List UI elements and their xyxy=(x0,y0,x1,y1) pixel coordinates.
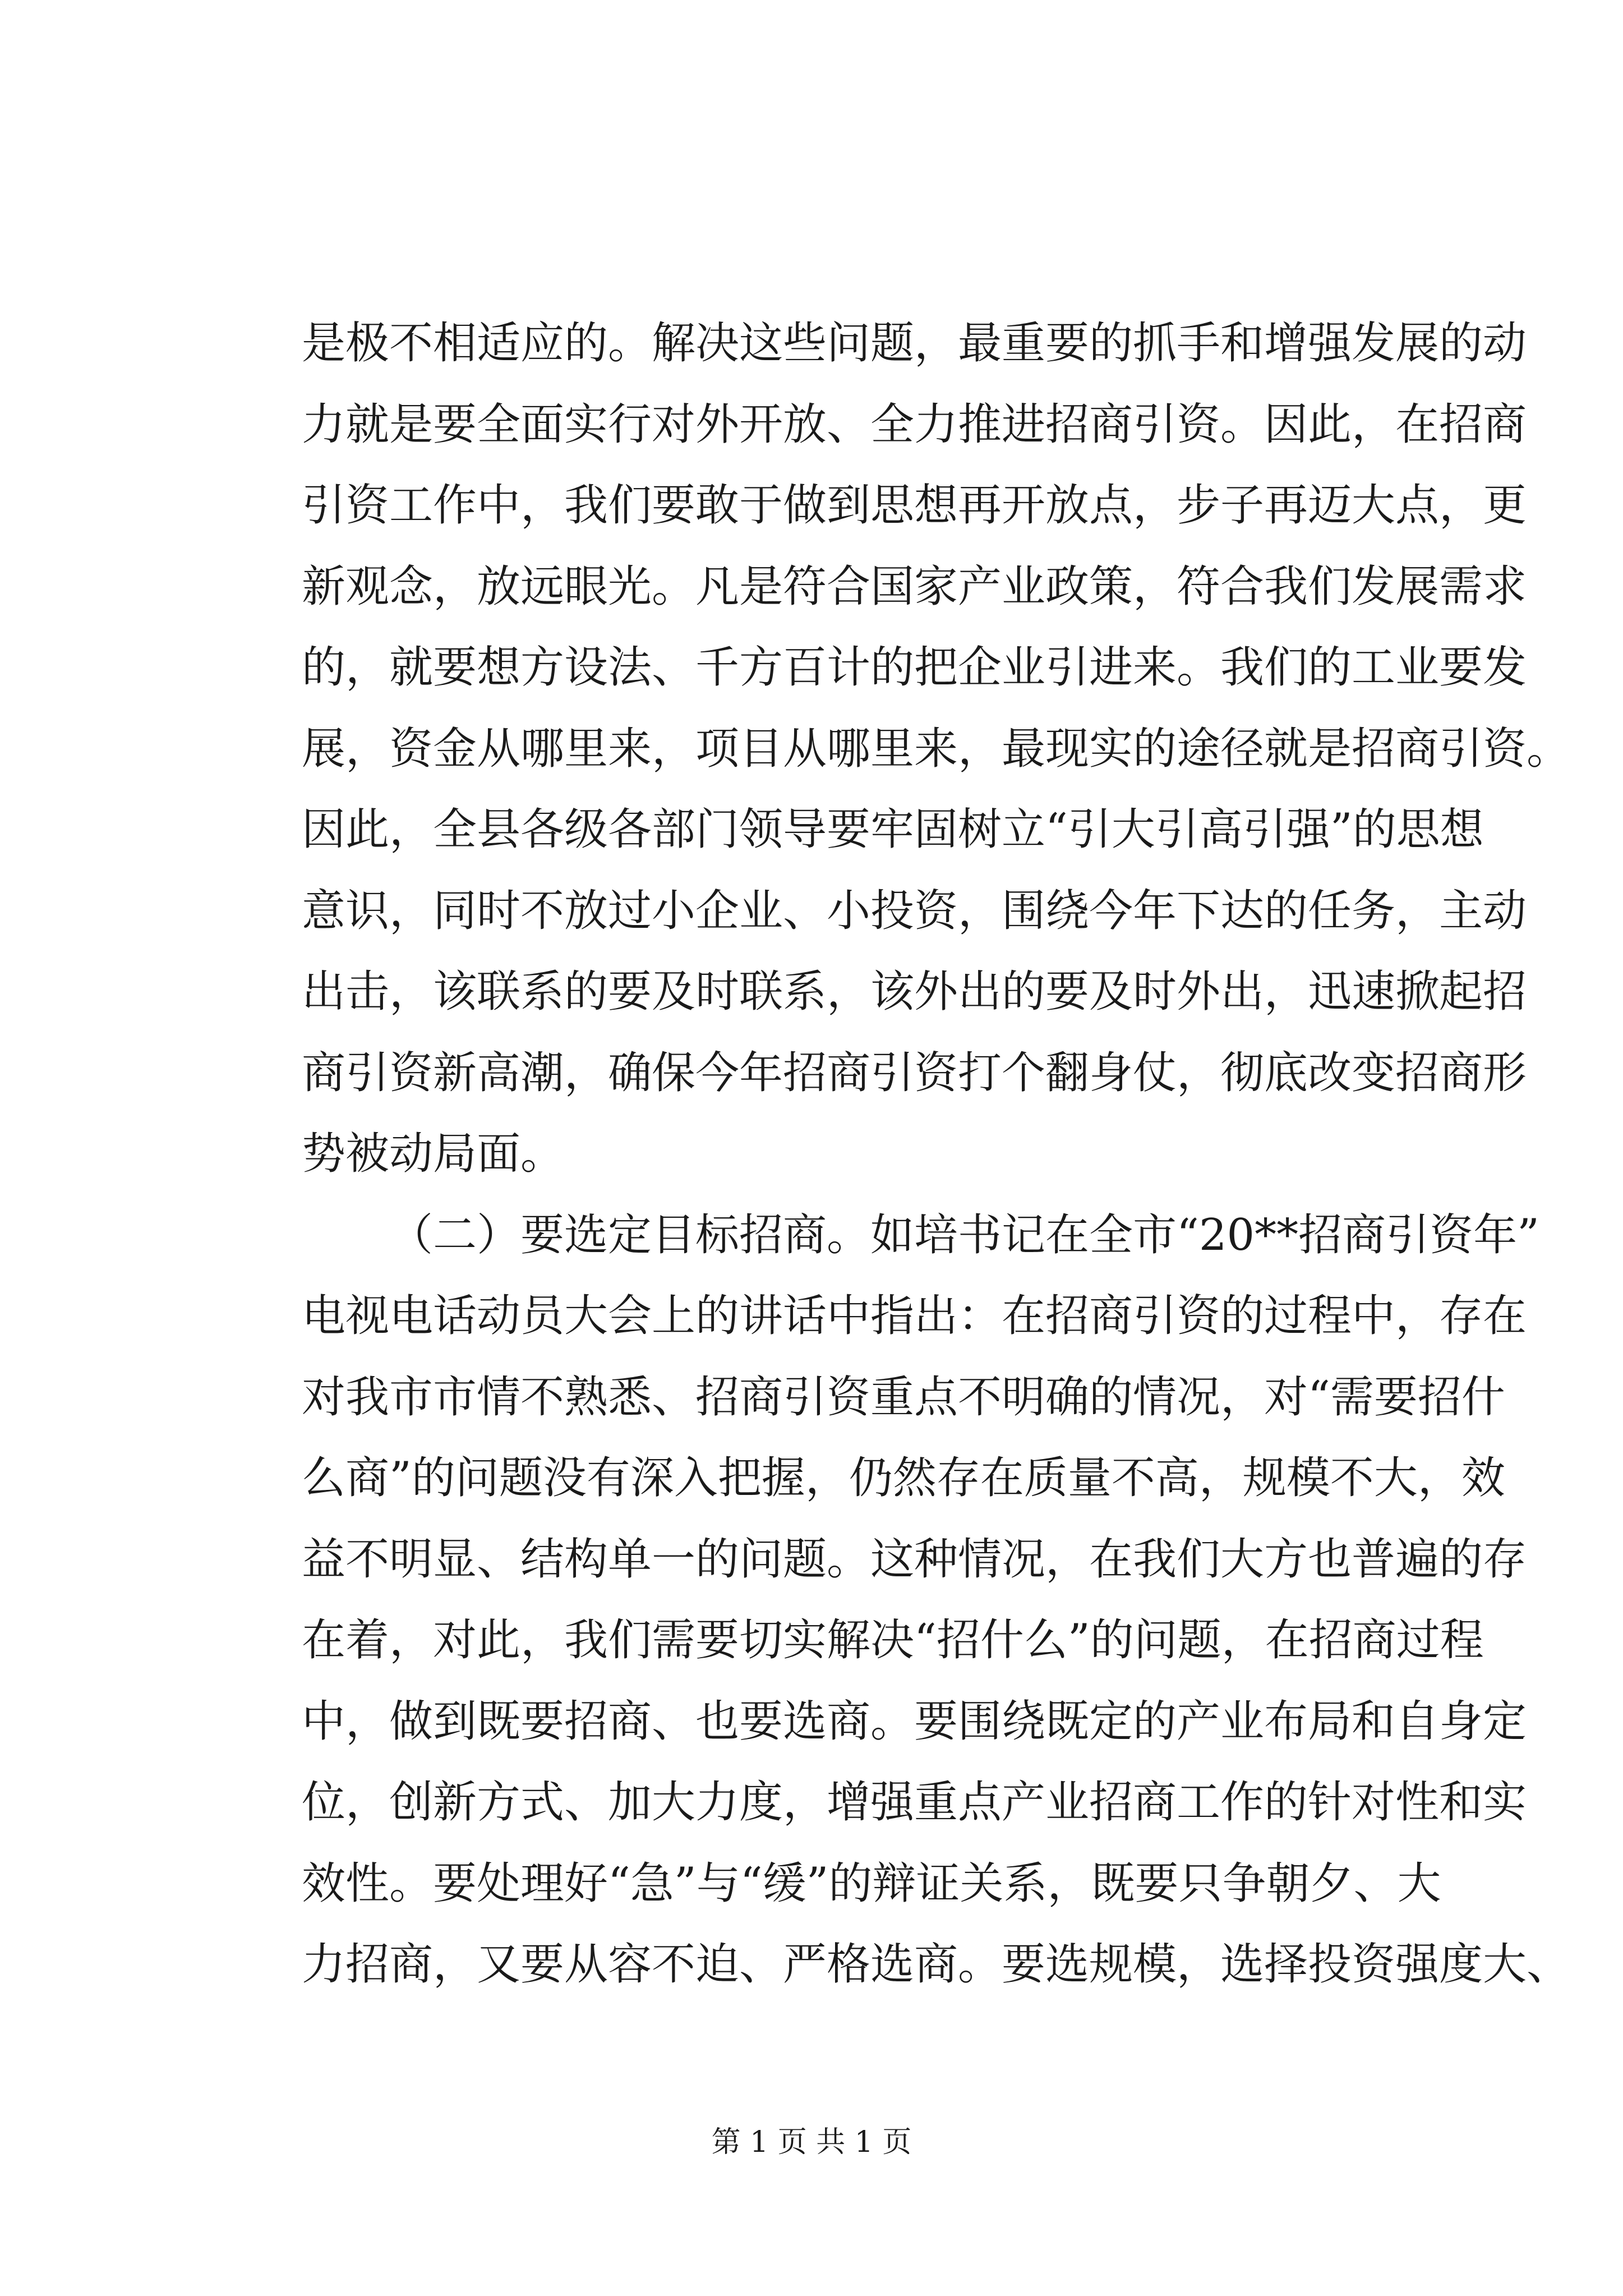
text-line: 效性。要处理好“急”与“缓”的辩证关系，既要只争朝夕、大 xyxy=(302,1858,1441,1909)
text-line: 因此，全县各级各部门领导要牢固树立“引大引高引强”的思想 xyxy=(302,804,1484,855)
text-line: 对我市市情不熟悉、招商引资重点不明确的情况，对“需要招什 xyxy=(302,1372,1505,1423)
text-line: 引资工作中，我们要敢于做到思想再开放点，步子再迈大点，更 xyxy=(302,480,1527,531)
text-line: 么商”的问题没有深入把握，仍然存在质量不高，规模不大，效 xyxy=(302,1453,1505,1503)
text-line: 中，做到既要招商、也要选商。要围绕既定的产业布局和自身定 xyxy=(302,1696,1527,1747)
text-line: 力招商，又要从容不迫、严格选商。要选规模，选择投资强度大、 xyxy=(302,1939,1571,1990)
text-line: 位，创新方式、加大力度，增强重点产业招商工作的针对性和实 xyxy=(302,1777,1527,1828)
body-text xyxy=(302,303,1571,2005)
section-heading-line: （二）要选定目标招商。如培书记在全市“20**招商引资年” xyxy=(389,1209,1540,1260)
text-line: 电视电话动员大会上的讲话中指出：在招商引资的过程中，存在 xyxy=(302,1291,1527,1341)
text-line: 出击，该联系的要及时联系，该外出的要及时外出，迅速掀起招 xyxy=(302,967,1527,1017)
paragraph-end-line: 势被动局面。 xyxy=(302,1129,565,1179)
text-line: 在着，对此，我们需要切实解决“招什么”的问题，在招商过程 xyxy=(302,1615,1484,1665)
text-line: 力就是要全面实行对外开放、全力推进招商引资。因此，在招商 xyxy=(302,399,1527,450)
text-line: 展，资金从哪里来，项目从哪里来，最现实的途径就是招商引资。 xyxy=(302,723,1571,774)
text-line: 的，就要想方设法、千方百计的把企业引进来。我们的工业要发 xyxy=(302,642,1527,693)
text-line: 商引资新高潮，确保今年招商引资打个翻身仗，彻底改变招商形 xyxy=(302,1047,1527,1098)
text-line: 新观念，放远眼光。凡是符合国家产业政策，符合我们发展需求 xyxy=(302,561,1527,612)
text-line: 是极不相适应的。解决这些问题，最重要的抓手和增强发展的动 xyxy=(302,318,1527,369)
text-line: 意识，同时不放过小企业、小投资，围绕今年下达的任务，主动 xyxy=(302,885,1527,936)
text-line: 益不明显、结构单一的问题。这种情况，在我们大方也普遍的存 xyxy=(302,1534,1527,1585)
page-footer: 第 1 页 共 1 页 xyxy=(711,2125,912,2159)
